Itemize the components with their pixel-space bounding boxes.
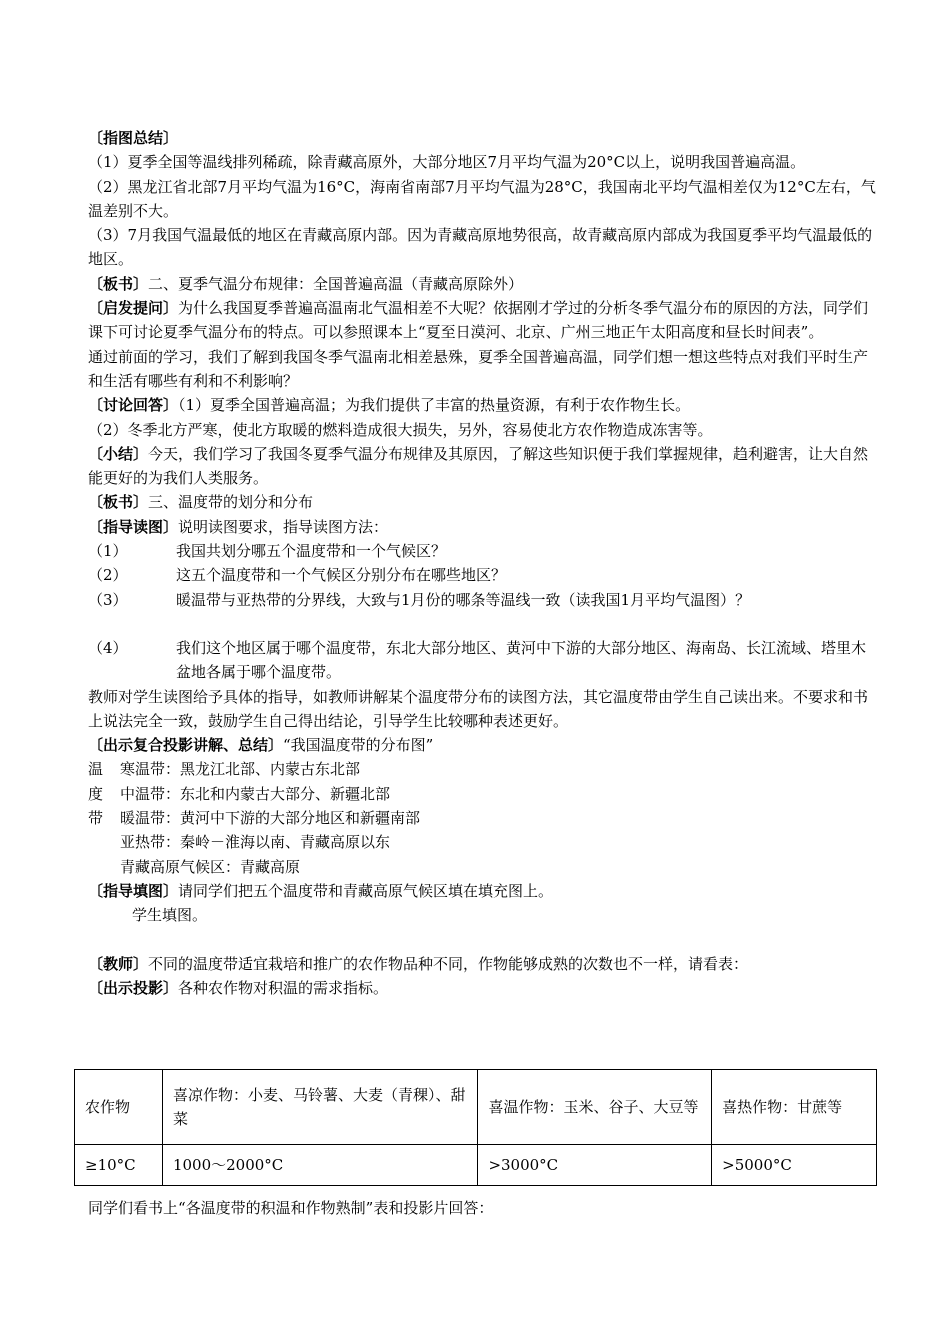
zone-line: 带 暖温带：黄河中下游的大部分地区和新疆南部	[88, 809, 421, 828]
section-tag: 〔出示投影〕	[88, 978, 179, 997]
paragraph	[88, 952, 878, 976]
table-row	[75, 1070, 877, 1145]
paragraph	[88, 442, 878, 491]
paragraph: （2）冬季北方严寒，使北方取暖的燃料造成很大损失，另外，容易使北方农作物造成冻害等。	[88, 420, 713, 439]
paragraph	[88, 879, 878, 903]
question-item: （3） 暖温带与亚热带的分界线，大致与1月份的哪条等温线一致（读我国1月平均气温图）？	[88, 590, 751, 609]
paragraph	[88, 272, 878, 296]
question-item: （2） 这五个温度带和一个气候区分别分布在哪些地区？	[88, 566, 507, 585]
paragraph	[88, 393, 878, 417]
section-text: 为什么我国夏季普遍高温南北气温相差不大呢？依据刚才学过的分析冬季气温分布的原因的方法，同学们课下可讨论夏季气温分布的特点。可以参照课本上“夏至日漠河、北京、广州三地正午太阳高度和昼长时间表”。	[88, 299, 869, 342]
table-cell: >3000°C	[478, 1145, 712, 1186]
paragraph	[88, 296, 878, 345]
section-tag: 〔板书〕	[88, 274, 149, 293]
section-text: 二、夏季气温分布规律：全国普遍高温（青藏高原除外）	[148, 274, 524, 293]
zone-line: 度 中温带：东北和内蒙古大部分、新疆北部	[88, 784, 391, 803]
zone-line: 温 寒温带：黑龙江北部、内蒙古东北部	[88, 760, 361, 779]
section-tag: 〔教师〕	[88, 954, 149, 973]
question-item: （1） 我国共划分哪五个温度带和一个气候区？	[88, 542, 447, 561]
section-tag: 〔指导填图〕	[88, 881, 179, 900]
table-cell: 喜热作物：甘蔗等	[712, 1070, 877, 1145]
section-text: （1）夏季全国普遍高温；为我们提供了丰富的热量资源，有利于农作物生长。	[178, 396, 691, 415]
table-cell: 农作物	[75, 1070, 163, 1145]
paragraph	[88, 733, 878, 757]
table-row	[75, 1145, 877, 1186]
section-text: 今天，我们学习了我国冬夏季气温分布规律及其原因，了解这些知识便于我们掌握规律，趋利避害，让大自然能更好的为我们人类服务。	[88, 444, 869, 488]
section-tag: 〔出示复合投影讲解、总结〕	[88, 736, 284, 755]
section-tag: 〔板书〕	[88, 493, 149, 512]
paragraph	[88, 515, 878, 539]
paragraph: 教师对学生读图给予具体的指导，如教师讲解某个温度带分布的读图方法，其它温度带由学生自己读出来。不要求和书上说法完全一致，鼓励学生自己得出结论，引导学生比较哪种表述更好。	[88, 687, 869, 730]
paragraph: （1）夏季全国等温线排列稀疏，除青藏高原外，大部分地区7月平均气温为20°C以上，说明我国普遍高温。	[88, 153, 806, 172]
section-text: 不同的温度带适宜栽培和推广的农作物品种不同，作物能够成熟的次数也不一样，请看表：	[148, 954, 749, 973]
table-cell: 喜凉作物：小麦、马铃薯、大麦（青稞）、甜菜	[162, 1070, 477, 1145]
zone-line: 亚热带：秦岭－淮海以南、青藏高原以东	[120, 833, 391, 852]
paragraph: 通过前面的学习，我们了解到我国冬季气温南北相差悬殊，夏季全国普遍高温，同学们想一想这些特点对我们平时生产和生活有哪些有利和不利影响？	[88, 347, 869, 390]
question-item: （4） 我们这个地区属于哪个温度带，东北大部分地区、黄河中下游的大部分地区、海南岛、长江流域、塔里木盆地各属于哪个温度带。	[88, 638, 867, 682]
table-cell: 1000～2000°C	[162, 1145, 477, 1186]
section-text: 说明读图要求，指导读图方法：	[178, 517, 389, 536]
zone-line: 青藏高原气候区：青藏高原	[120, 857, 301, 876]
table-cell: >5000°C	[712, 1145, 877, 1186]
paragraph: 学生填图。	[132, 906, 208, 925]
paragraph: 同学们看书上“各温度带的积温和作物熟制”表和投影片回答：	[88, 1199, 494, 1217]
section-tag: 〔启发提问〕	[88, 299, 179, 318]
section-text: 三、温度带的划分和分布	[148, 493, 314, 512]
crop-temperature-table	[74, 1069, 877, 1186]
paragraph: （2）黑龙江省北部7月平均气温为16°C，海南省南部7月平均气温为28°C，我国南北平均气温相差仅为12°C左右，气温差别不大。	[88, 177, 876, 220]
section-text: 各种农作物对积温的需求指标。	[178, 978, 389, 997]
section-text: 请同学们把五个温度带和青藏高原气候区填在填充图上。	[178, 881, 554, 900]
section-tag: 〔小结〕	[88, 444, 149, 463]
table-cell: 喜温作物：玉米、谷子、大豆等	[478, 1070, 712, 1145]
section-text: “我国温度带的分布图”	[283, 736, 434, 755]
table-cell: ≥10°C	[75, 1145, 163, 1186]
section-tag: 〔讨论回答〕	[88, 396, 179, 415]
document-body	[88, 126, 878, 1000]
paragraph	[88, 976, 878, 1000]
paragraph: （3）7月我国气温最低的地区在青藏高原内部。因为青藏高原地势很高，故青藏高原内部成为我国夏季平均气温最低的地区。	[88, 226, 873, 269]
section-heading-map-summary: 〔指图总结〕	[88, 129, 179, 147]
section-tag: 〔指导读图〕	[88, 517, 179, 536]
paragraph	[88, 490, 878, 514]
